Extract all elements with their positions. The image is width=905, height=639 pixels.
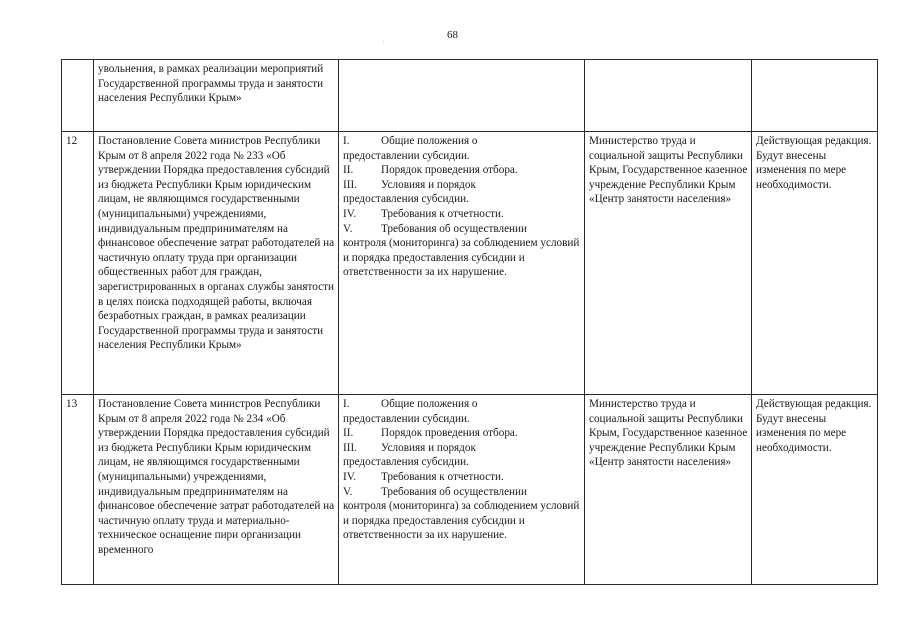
section-text-continued: предоставления субсидии.: [343, 193, 469, 206]
section-text: Требования об осуществлении: [381, 222, 527, 235]
document-sections: [339, 395, 585, 585]
section-item: [343, 207, 581, 222]
section-number: III.: [343, 178, 357, 191]
document-title: Постановление Совета министров Республики Крым от 8 апреля 2022 года № 233 «Об утверждении Порядка предоставления субсидий из бюджета Республики Крым юридическим лицам, не являющимся государственными (муниципальными) учреждениями, индивидуальным предпринимателям на финансовое обеспечение затрат работодателей на частичную оплату труда при организации общественных работ для граждан, зарегистрированных в органах службы занятости в целях поиска подходящей работы, включая безработных граждан, в рамках реализации Государственной программы труда и занятости населения Республики Крым»: [94, 132, 339, 395]
section-text: Порядок проведения отбора.: [381, 427, 518, 440]
section-text: Требования к отчетности.: [381, 470, 504, 483]
section-text: Требования к отчетности.: [381, 207, 504, 220]
document-sections: [339, 132, 585, 395]
table-row: [62, 60, 878, 132]
section-item: [343, 222, 581, 237]
section-number: I.: [343, 135, 350, 147]
section-number: I.: [343, 398, 350, 410]
section-item: [343, 134, 581, 149]
section-text: Общие положения о: [381, 398, 478, 410]
table-row: [62, 132, 878, 395]
section-item: [343, 441, 581, 456]
document-status: [752, 60, 878, 132]
section-number: V.: [343, 222, 353, 235]
responsible-authority: Министерство труда и социальной защиты Республики Крым, Государственное казенное учреждение Республики Крым «Центр занятости населения»: [585, 132, 752, 395]
section-text: Требования об осуществлении: [381, 485, 527, 498]
document-status: Действующая редакция. Будут внесены изменения по мере необходимости.: [752, 132, 878, 395]
section-number: IV.: [343, 470, 357, 483]
document-title: увольнения, в рамках реализации мероприятий Государственной программы труда и занятости населения Республики Крым»: [94, 60, 339, 132]
section-text-continued: предоставлении субсидии.: [343, 149, 470, 162]
section-number: II.: [343, 427, 354, 440]
section-text: Условияя и порядок: [381, 441, 476, 454]
section-text-continued: контроля (мониторинга) за соблюдением условий и порядка предоставления субсидии и ответственности за их нарушение.: [343, 500, 580, 542]
table-body: [62, 60, 878, 585]
scan-speck: .: [383, 38, 385, 44]
regulations-table: [61, 59, 878, 585]
section-text: Условияя и порядок: [381, 178, 476, 191]
section-item: [343, 178, 581, 193]
responsible-authority: [585, 60, 752, 132]
section-text-continued: предоставлении субсидии.: [343, 412, 470, 425]
section-item: [343, 163, 581, 178]
document-sections: [339, 60, 585, 132]
document-status: Действующая редакция. Будут внесены изменения по мере необходимости.: [752, 395, 878, 585]
section-item: [343, 485, 581, 500]
section-item: [343, 426, 581, 441]
section-item: [343, 397, 581, 412]
page-number: 68: [447, 29, 458, 41]
section-number: II.: [343, 164, 354, 177]
section-number: V.: [343, 485, 353, 498]
section-number: III.: [343, 441, 357, 454]
responsible-authority: Министерство труда и социальной защиты Республики Крым, Государственное казенное учреждение Республики Крым «Центр занятости населения»: [585, 395, 752, 585]
section-text: Порядок проведения отбора.: [381, 164, 518, 177]
section-text-continued: предоставления субсидии.: [343, 456, 469, 469]
section-text: Общие положения о: [381, 135, 478, 147]
document-title: Постановление Совета министров Республики Крым от 8 апреля 2022 года № 234 «Об утверждении Порядка предоставления субсидий из бюджета Республики Крым юридическим лицам, не являющимся государственными (муниципальными) учреждениями, индивидуальным предпринимателям на финансовое обеспечение затрат работодателей на частичную оплату труда и материально-техническое оснащение пири организации временного: [94, 395, 339, 585]
row-number: [62, 60, 94, 132]
row-number: 12: [62, 132, 94, 395]
row-number: 13: [62, 395, 94, 585]
section-item: [343, 470, 581, 485]
section-number: IV.: [343, 207, 357, 220]
section-text-continued: контроля (мониторинга) за соблюдением условий и порядка предоставления субсидии и ответственности за их нарушение.: [343, 237, 580, 279]
table-row: [62, 395, 878, 585]
